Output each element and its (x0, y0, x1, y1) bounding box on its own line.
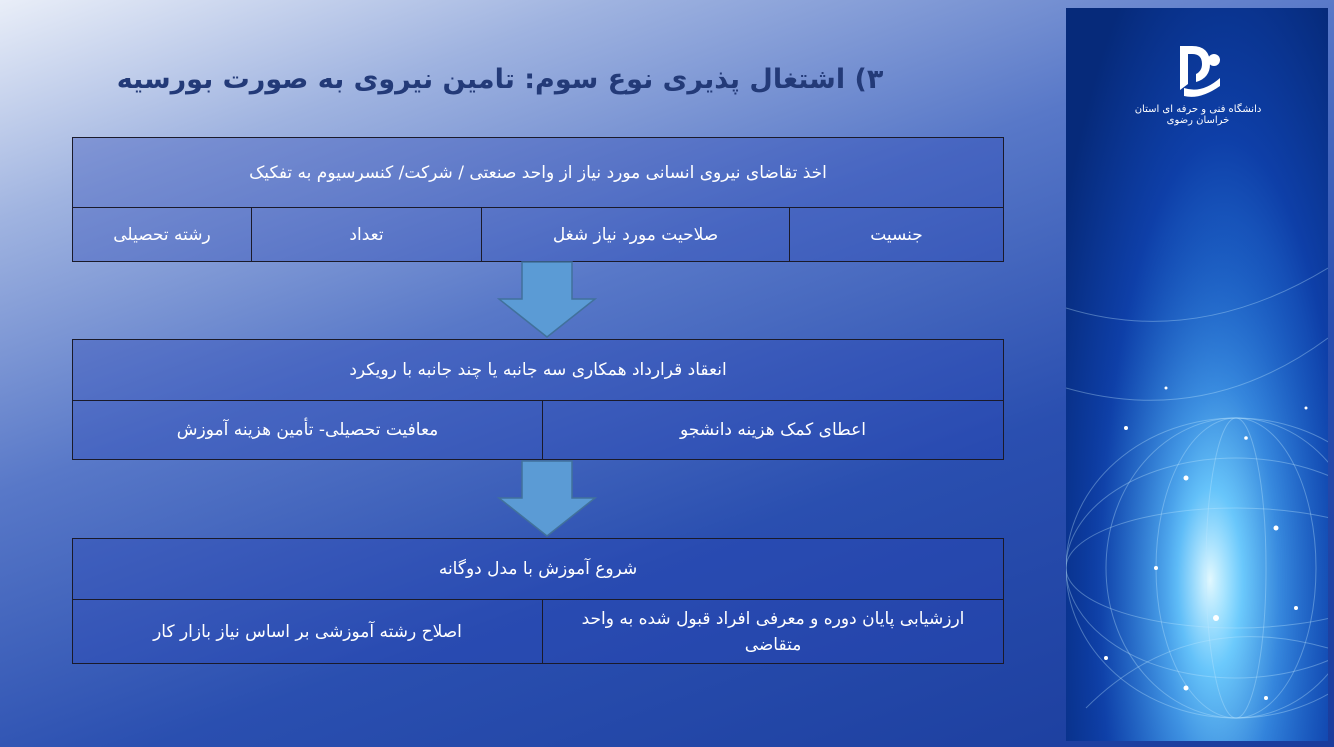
step3-cell-curriculum-update: اصلاح رشته آموزشی بر اساس نیاز بازار کار (153, 621, 462, 642)
step3-header: شروع آموزش با مدل دوگانه (438, 559, 638, 579)
step2-cell-student-aid: اعطای کمک هزینه دانشجو (542, 401, 1003, 459)
university-logo-icon (1170, 38, 1230, 102)
step2-cell-tuition-exemption: معافیت تحصیلی- تأمین هزینه آموزش (176, 420, 439, 440)
step1-box (72, 137, 1004, 262)
step1-cell-gender: جنسیت (789, 208, 1003, 261)
step1-header: اخذ تقاضای نیروی انسانی مورد نیاز از واحد صنعتی / شرکت/ کنسرسیوم به تفکیک (249, 162, 827, 183)
step2-header: انعقاد قرارداد همکاری سه جانبه یا چند جانبه با رویکرد (349, 360, 727, 380)
step3-box (72, 538, 1004, 664)
slide-title: ۳) اشتغال پذیری نوع سوم: تامین نیروی به صورت بورسیه (116, 64, 884, 95)
step1-cell-count: تعداد (251, 208, 481, 261)
step1-cell-field: رشته تحصیلی (113, 224, 211, 245)
step2-box (72, 339, 1004, 460)
down-arrow-2 (497, 460, 597, 538)
step1-cell-competency: صلاحیت مورد نیاز شغل (481, 208, 789, 261)
university-name: دانشگاه فنی و حرفه ای استان خراسان رضوی (1134, 104, 1262, 126)
step3-cell-evaluation: ارزشیابی پایان دوره و معرفی افراد قبول شده به واحد متقاضی (542, 600, 1003, 663)
down-arrow-1 (497, 261, 597, 339)
